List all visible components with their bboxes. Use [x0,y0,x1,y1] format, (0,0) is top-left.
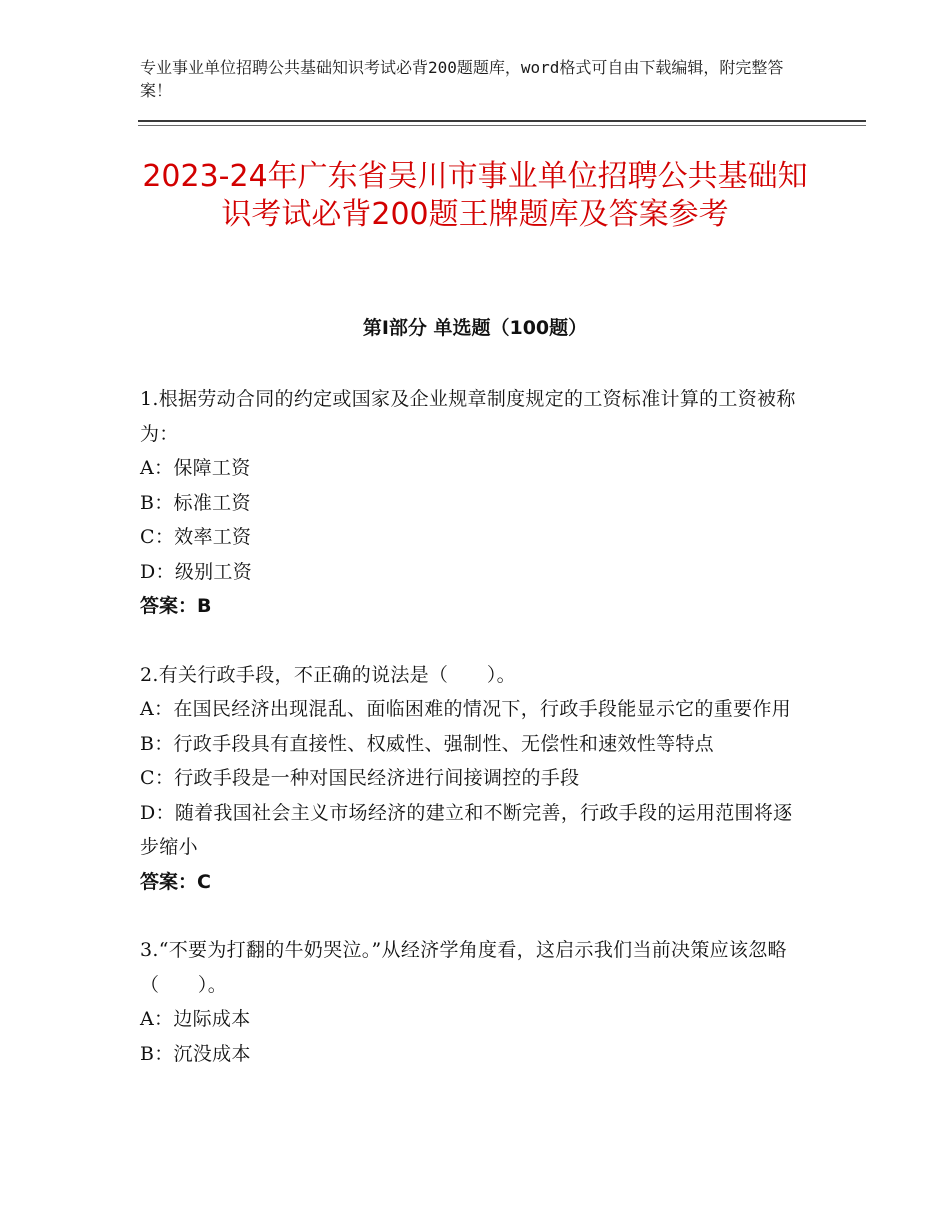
option-d: D：随着我国社会主义市场经济的建立和不断完善，行政手段的运用范围将逐步缩小 [140,801,793,858]
header-divider-thin [138,125,866,126]
option-c: C：行政手段是一种对国民经济进行间接调控的手段 [140,767,580,789]
question-2 [140,658,810,900]
question-3 [140,933,810,1071]
question-stem: 1.根据劳动合同的约定或国家及企业规章制度规定的工资标准计算的工资被称为： [140,388,796,445]
option-b: B：标准工资 [140,491,251,514]
option-a: A：在国民经济出现混乱、面临困难的情况下，行政手段能显示它的重要作用 [140,698,791,720]
answer: 答案：C [140,870,211,893]
question-1 [140,382,810,624]
option-a: A：边际成本 [140,1008,251,1030]
option-c: C：效率工资 [140,526,252,548]
document-title: 2023-24年广东省吴川市事业单位招聘公共基础知识考试必背200题王牌题库及答案参考 [142,159,808,232]
option-a: A：保障工资 [140,457,251,479]
header-note: 专业事业单位招聘公共基础知识考试必背200题题库，word格式可自由下载编辑，附完整答案！ [140,58,784,100]
option-d: D：级别工资 [140,560,253,583]
header-divider-thick [138,120,866,122]
answer: 答案：B [140,595,212,617]
option-b: B：行政手段具有直接性、权威性、强制性、无偿性和速效性等特点 [140,732,714,755]
section-heading: 第Ⅰ部分 单选题（100题） [362,317,588,339]
question-stem: 3.“不要为打翻的牛奶哭泣。”从经济学角度看，这启示我们当前决策应该忽略（ ）。 [140,939,787,996]
question-stem: 2.有关行政手段，不正确的说法是（ ）。 [140,663,516,686]
option-b: B：沉没成本 [140,1042,251,1065]
question-list [140,382,810,1105]
